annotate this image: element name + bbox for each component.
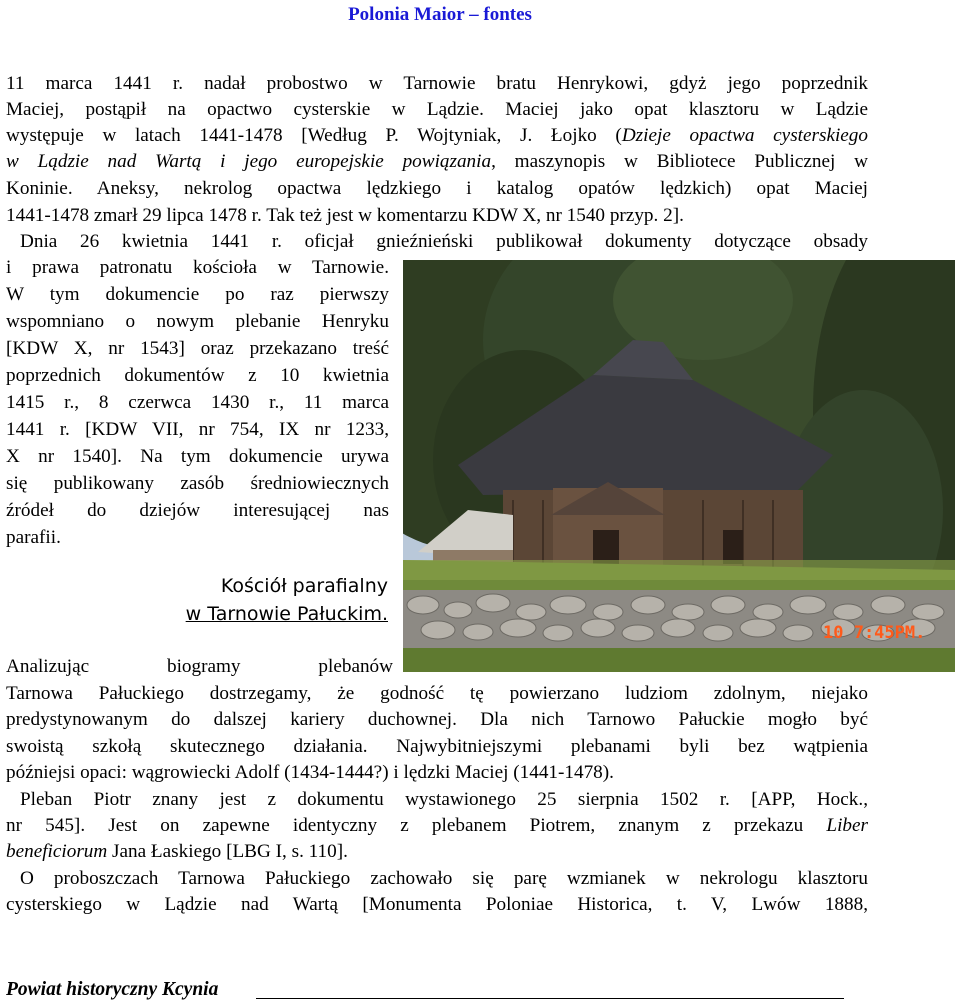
text-line: predystynowanym do dalszej kariery duchownej. Dla nich Tarnowo Pałuckie mogło być	[6, 709, 868, 730]
text-line: parafii.	[6, 527, 61, 548]
text-line: 1441-1478 zmarł 29 lipca 1478 r. Tak też jest w komentarzu KDW X, nr 1540 przyp. 2].	[6, 205, 684, 226]
text-line: Analizując biogramy plebanów	[6, 656, 393, 677]
text-line: cysterskiego w Lądzie nad Wartą [Monumenta Poloniae Historica, t. V, Lwów 1888,	[6, 894, 868, 915]
text-line: nr 545]. Jest on zapewne identyczny z plebanem Piotrem, znanym z przekazu Liber	[6, 815, 868, 836]
text-line: W tym dokumencie po raz pierwszy	[6, 284, 389, 305]
text-line: i prawa patronatu kościoła w Tarnowie.	[6, 257, 389, 278]
page-header-title: Polonia Maior – fontes	[348, 4, 532, 25]
text-line: się publikowany zasób średniowiecznych	[6, 473, 389, 494]
text-line: 1441 r. [KDW VII, nr 754, IX nr 1233,	[6, 419, 389, 440]
text-line: w Lądzie nad Wartą i jego europejskie powiązania, maszynopis w Bibliotece Publicznej w	[6, 151, 868, 172]
text-line: Dnia 26 kwietnia 1441 r. oficjał gnieźnieński publikował dokumenty dotyczące obsady	[20, 231, 868, 252]
text-line: Tarnowa Pałuckiego dostrzegamy, że godność tę powierzano ludziom zdolnym, niejako	[6, 683, 868, 704]
photo-timestamp: 10 7:45PM.	[823, 623, 926, 643]
text-line: Maciej, postąpił na opactwo cysterskie w Lądzie. Maciej jako opat klasztoru w Lądzie	[6, 99, 868, 120]
church-illustration	[403, 260, 955, 672]
text-line: [KDW X, nr 1543] oraz przekazano treść	[6, 338, 389, 359]
text-line: wspomniano o nowym plebanie Henryku	[6, 311, 389, 332]
footer-title: Powiat historyczny Kcynia	[6, 979, 219, 1000]
text-line: O proboszczach Tarnowa Pałuckiego zachowało się parę wzmianek w nekrologu klasztoru	[20, 868, 868, 889]
text-line: Koninie. Aneksy, nekrolog opactwa lędzkiego i katalog opatów lędzkich) opat Maciej	[6, 178, 868, 199]
text-line: X nr 1540]. Na tym dokumencie urywa	[6, 446, 389, 467]
text-line: swoistą szkołą skutecznego działania. Najwybitniejszymi plebanami byli bez wątpienia	[6, 736, 868, 757]
footer-rule	[256, 998, 844, 999]
photo-caption-line-2: w Tarnowie Pałuckim.	[185, 603, 388, 625]
text-line: Pleban Piotr znany jest z dokumentu wystawionego 25 sierpnia 1502 r. [APP, Hock.,	[20, 789, 868, 810]
photo-caption-line-1: Kościół parafialny	[220, 575, 388, 597]
text-line: źródeł do dziejów interesującej nas	[6, 500, 389, 521]
text-line: poprzednich dokumentów z 10 kwietnia	[6, 365, 389, 386]
church-photo	[403, 260, 955, 672]
text-line: występuje w latach 1441-1478 [Według P. Wojtyniak, J. Łojko (Dzieje opactwa cysterskiego	[6, 125, 868, 146]
text-line: 1415 r., 8 czerwca 1430 r., 11 marca	[6, 392, 389, 413]
text-line: późniejsi opaci: wągrowiecki Adolf (1434-1444?) i lędzki Maciej (1441-1478).	[6, 762, 614, 783]
text-line: 11 marca 1441 r. nadał probostwo w Tarnowie bratu Henrykowi, gdyż jego poprzednik	[6, 73, 868, 94]
text-line: beneficiorum Jana Łaskiego [LBG I, s. 110].	[6, 841, 348, 862]
